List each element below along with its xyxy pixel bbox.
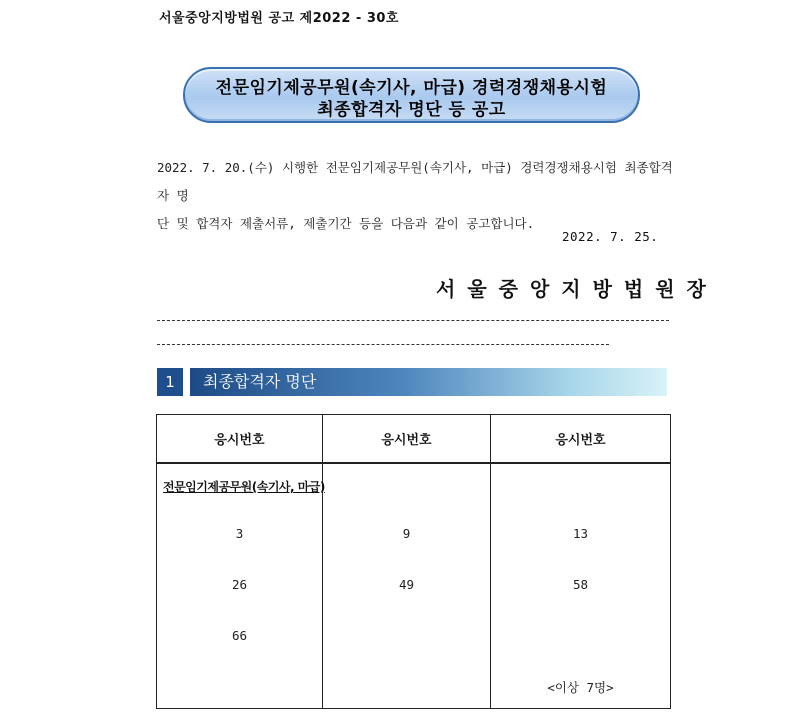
total-count-label: <이상 7명> [547,680,614,695]
title-line-1: 전문임기제공무원(속기사, 마급) 경력경쟁채용시험 [215,78,608,98]
results-table [156,414,671,709]
body-line-2: 단 및 합격자 제출서류, 제출기간 등을 다음과 같이 공고합니다. [157,216,535,231]
exam-number: 13 [572,526,589,541]
section-title: 최종합격자 명단 [203,372,317,391]
section-number: 1 [157,368,183,396]
table-cell-col-1 [157,463,323,709]
body-line-1: 2022. 7. 20.(수) 시행한 전문임기제공무원(속기사, 마급) 경력경쟁채용시험 최종합격자 명 [157,160,673,203]
exam-number: 49 [398,577,415,592]
exam-category-label: 전문임기제공무원(속기사, 마급) [163,480,325,494]
exam-number: 58 [572,577,589,592]
column-header: 응시번호 [157,415,323,464]
table-cell-col-2 [323,463,491,709]
announcement-date: 2022. 7. 25. [562,229,659,244]
column-header: 응시번호 [491,415,671,464]
table-cell-col-3 [491,463,671,709]
exam-number: 66 [231,628,248,643]
table-header-row [157,415,671,464]
court-name: 서울중앙지방법원장 [436,277,718,301]
divider-dashed-1 [157,320,669,321]
exam-number: 3 [235,526,244,541]
title-line-2: 최종합격자 명단 등 공고 [317,100,506,120]
announcement-body [157,154,673,238]
exam-number: 9 [402,526,411,541]
title-box [183,67,640,123]
section-header [157,368,667,396]
column-header: 응시번호 [323,415,491,464]
table-row [157,463,671,709]
exam-number: 26 [231,577,248,592]
notice-number: 서울중앙지방법원 공고 제2022 - 30호 [159,11,399,26]
divider-dashed-2 [157,344,609,345]
